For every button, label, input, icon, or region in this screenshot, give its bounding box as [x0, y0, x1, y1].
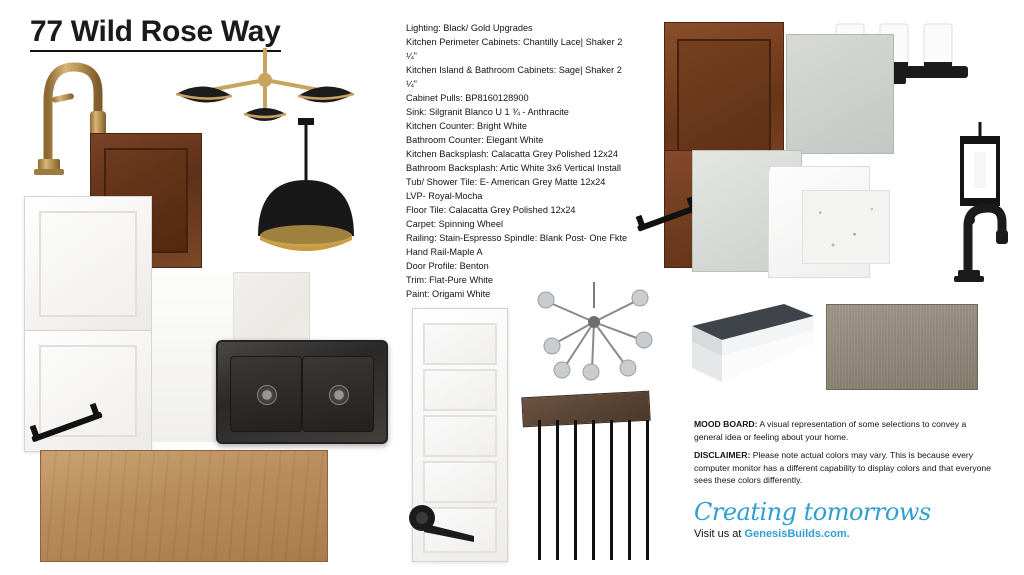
- disclaimer-label: DISCLAIMER:: [694, 450, 751, 461]
- visit-url[interactable]: GenesisBuilds.com.: [744, 528, 850, 540]
- shaker-inset: [39, 211, 137, 317]
- spec-item: Paint: Origami White: [406, 288, 491, 299]
- door-panel: [423, 323, 497, 365]
- door-panel: [423, 415, 497, 457]
- spec-item: Kitchen Perimeter Cabinets: Chantilly Lace| Shaker 2 ¼": [406, 36, 623, 61]
- elegant-white-quartz-swatch: [802, 190, 890, 264]
- stair-spindles: [538, 420, 650, 560]
- sputnik-chandelier-image: [534, 282, 654, 382]
- spec-item: Bathroom Counter: Elegant White: [406, 134, 544, 145]
- sink-drain-icon: [257, 385, 277, 405]
- door-panel: [423, 461, 497, 503]
- page-title: 77 Wild Rose Way: [30, 16, 281, 52]
- notes-block: [694, 418, 996, 493]
- spec-item: Tub/ Shower Tile: E- American Grey Matte 12x24: [406, 176, 606, 187]
- spec-item: Bathroom Backsplash: Artic White 3x6 Vertical Install: [406, 162, 621, 173]
- visit-prefix: Visit us at: [694, 528, 745, 540]
- moodboard-note: [694, 418, 996, 443]
- company-logo: [694, 500, 994, 540]
- countertop-profile-image: [688, 300, 818, 392]
- door-lever-handle-image: [404, 502, 480, 546]
- sink-basin-left: [230, 356, 302, 432]
- specification-list: [406, 22, 628, 302]
- spec-item: Floor Tile: Calacatta Grey Polished 12x24: [406, 204, 576, 215]
- spec-item: Carpet: Spinning Wheel: [406, 218, 504, 229]
- shaker-inset: [39, 345, 137, 437]
- spec-item: LVP- Royal-Mocha: [406, 190, 483, 201]
- disclaimer-text: Please note actual colors may vary. This is because every computer monitor has a different capability to display colors and that everyone sees these colors differently.: [694, 450, 991, 486]
- black-bathroom-faucet-image: [944, 196, 1014, 284]
- black-gold-pendant-image: [252, 118, 360, 258]
- spec-item: Door Profile: Benton: [406, 260, 489, 271]
- spec-item: Kitchen Island & Bathroom Cabinets: Sage| Shaker 2 ¼": [406, 64, 622, 89]
- moodboard-text: A visual representation of some selections to convey a general idea or feeling about your home.: [694, 419, 967, 442]
- granite-sink-image: [216, 340, 388, 444]
- spec-item: Railing: Stain-Espresso Spindle: Blank Post- One Fkte: [406, 232, 628, 243]
- disclaimer-note: [694, 449, 996, 487]
- spec-item: Cabinet Pulls: BP8160128900: [406, 92, 529, 103]
- visit-line: [694, 528, 994, 540]
- spec-item: Lighting: Black/ Gold Upgrades: [406, 23, 533, 33]
- door-panel: [423, 369, 497, 411]
- moodboard-label: MOOD BOARD:: [694, 419, 758, 429]
- spec-item: Hand Rail-Maple A: [406, 246, 483, 257]
- white-shaker-door-upper: [24, 196, 152, 332]
- spec-item: Sink: Silgranit Blanco U 1 ¾ - Anthracite: [406, 106, 569, 117]
- grey-matte-tile-swatch: [786, 34, 894, 154]
- logo-script-text: Creating tomorrows: [694, 498, 931, 526]
- spec-item: Kitchen Counter: Bright White: [406, 120, 528, 131]
- spec-item: Trim: Flat-Pure White: [406, 274, 493, 285]
- sink-drain-icon: [329, 385, 349, 405]
- spec-item: Kitchen Backsplash: Calacatta Grey Polished 12x24: [406, 148, 618, 159]
- carpet-swatch: [826, 304, 978, 390]
- lvp-plank-swatch: [40, 450, 328, 562]
- sink-basin-right: [302, 356, 374, 432]
